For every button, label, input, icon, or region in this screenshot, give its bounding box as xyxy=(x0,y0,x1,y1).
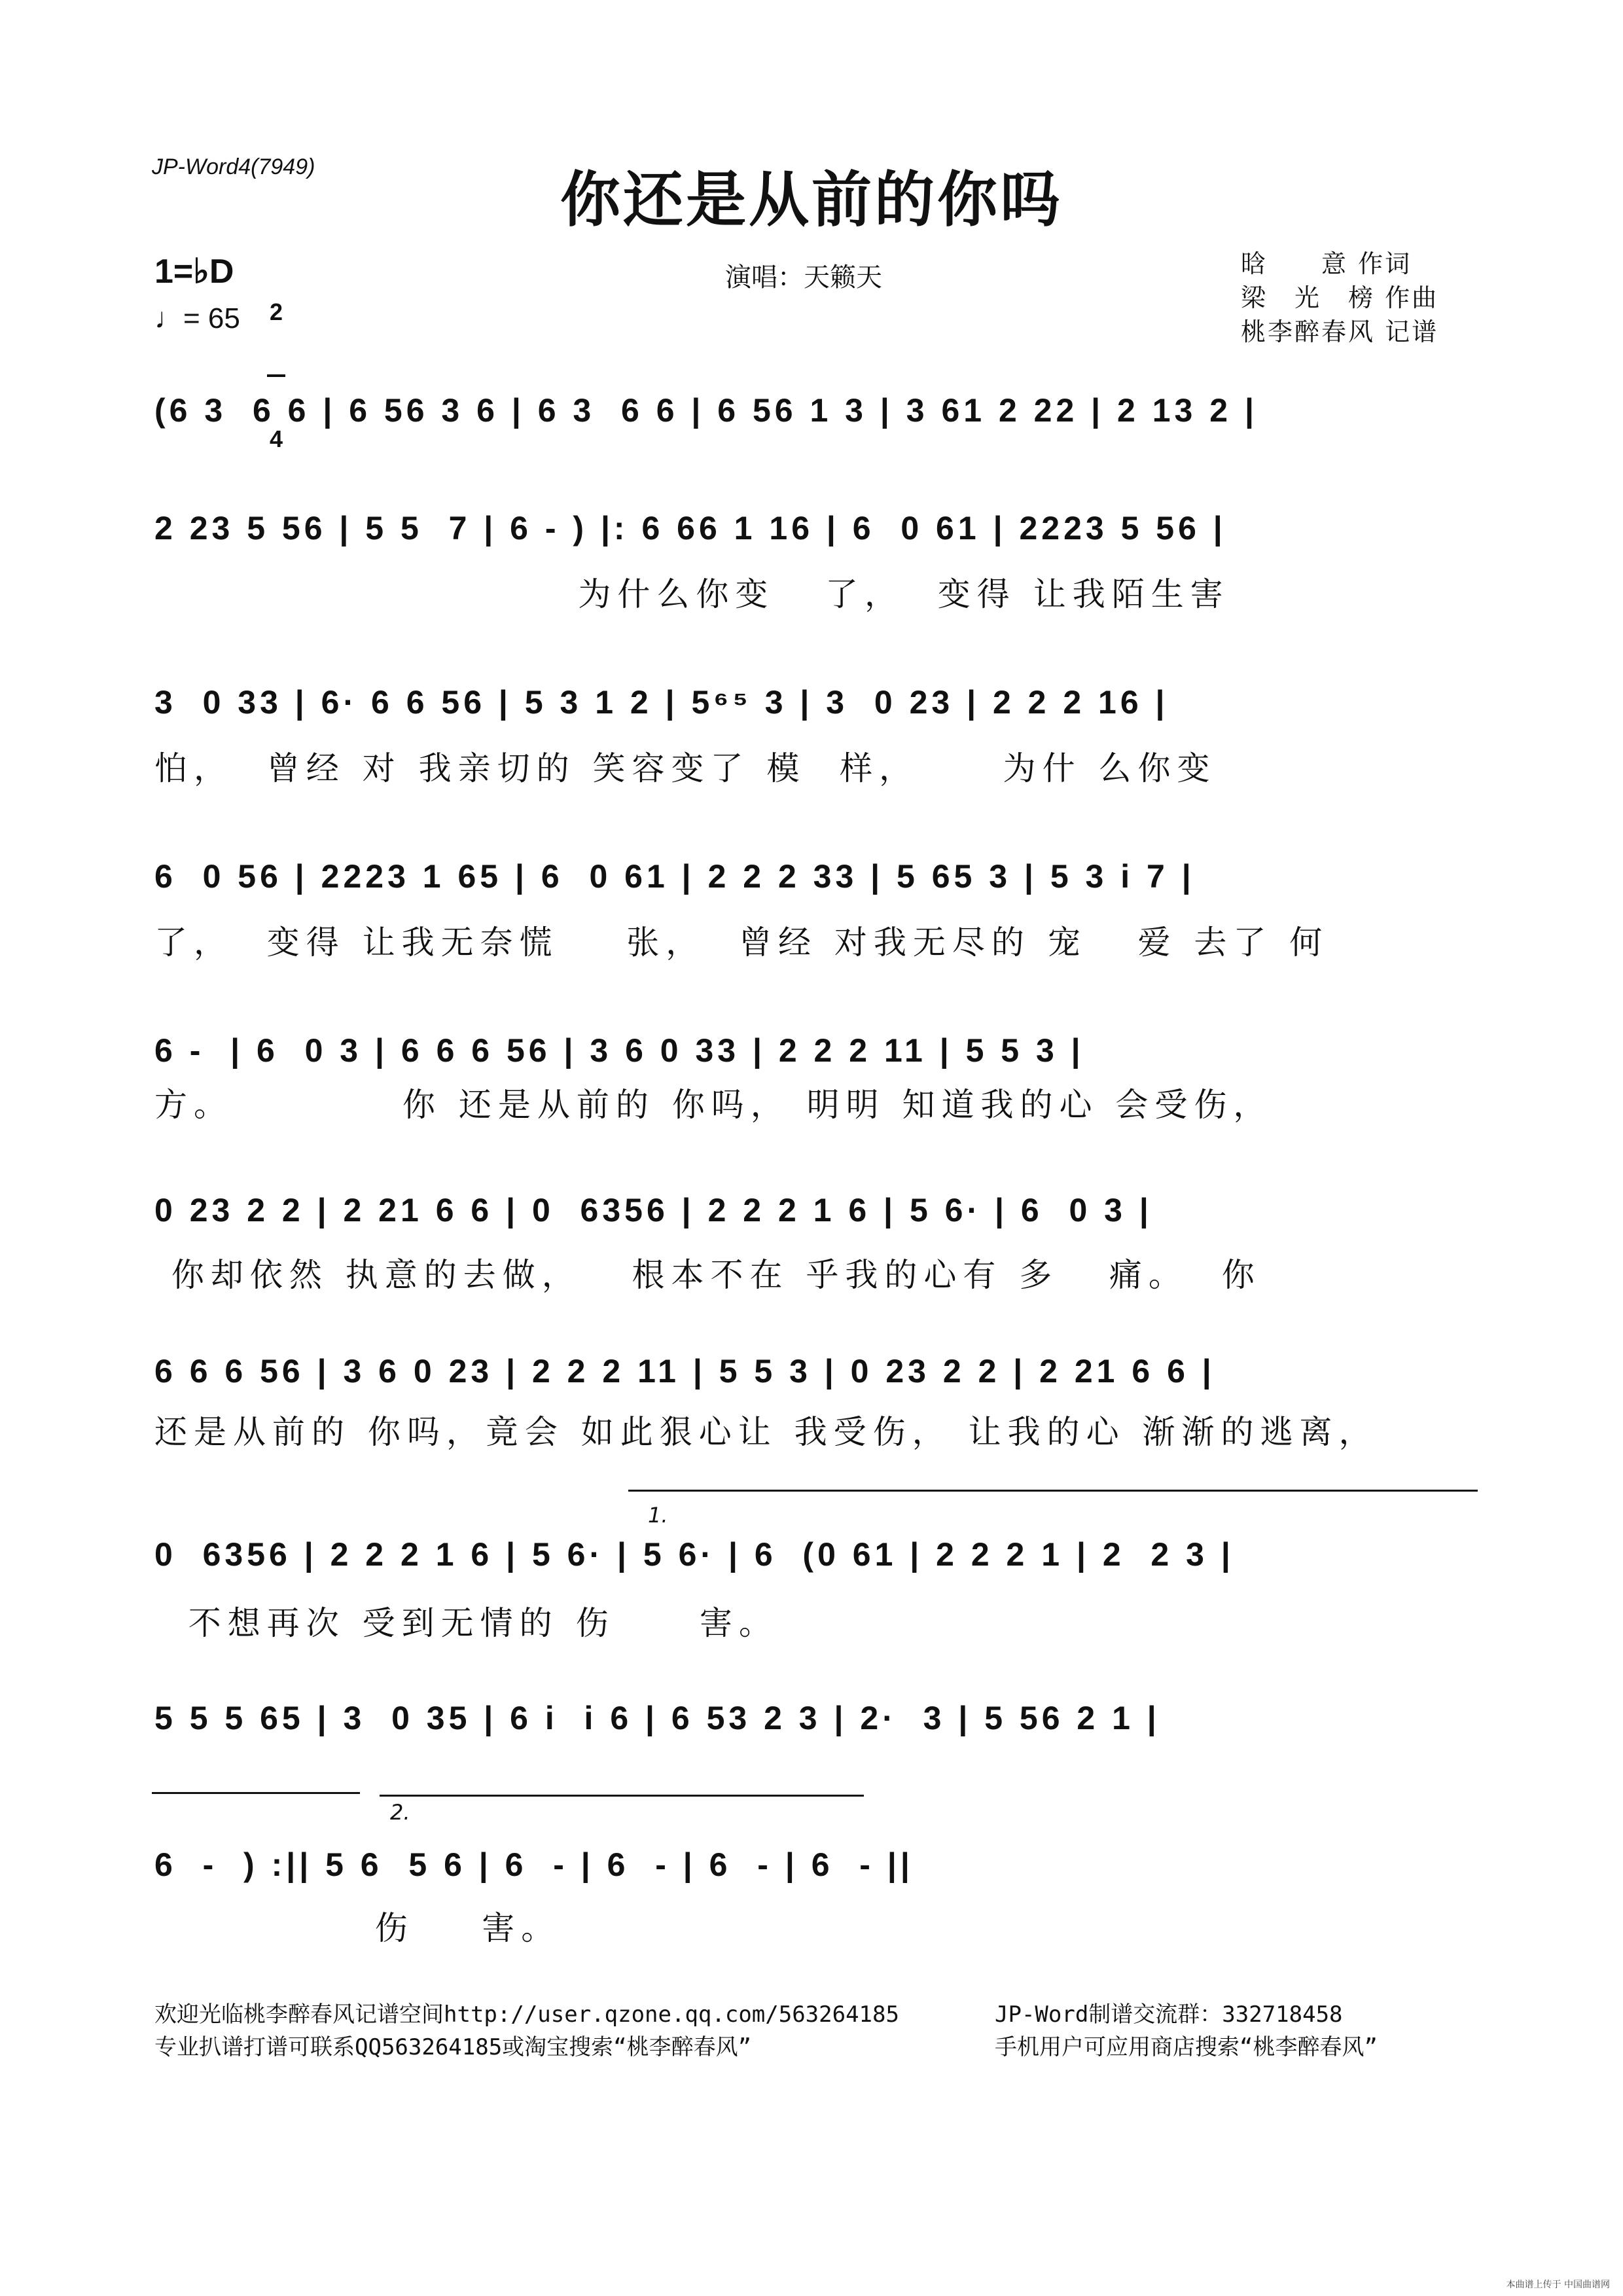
score-line-6-lyrics: 你却依然 执意的去做， 根本不在 乎我的心有 多 痛。 你 xyxy=(154,1256,1261,1294)
volta-1-continuation xyxy=(152,1792,360,1794)
score-line-4-notes: 6 0 56 | 2223 1 65 | 6 0 61 | 2 2 2 33 | 5 65 3 | 5 3 i 7 | xyxy=(154,858,1195,895)
score-line-7-lyrics: 还是从前的 你吗，竟会 如此狠心让 我受伤， 让我的心 渐渐的逃离， xyxy=(154,1413,1378,1451)
score-line-10-lyrics: 伤 害。 xyxy=(154,1909,561,1947)
upload-stamp: 本曲谱上传于 中国曲谱网 xyxy=(1506,2280,1610,2290)
score-line-4-lyrics: 了， 变得 让我无奈慌 张， 曾经 对我无尽的 宠 爱 去了 何 xyxy=(154,924,1329,961)
score-line-6-notes: 0 23 2 2 | 2 21 6 6 | 0 6356 | 2 2 2 1 6 | 5 6· | 6 0 3 | xyxy=(154,1192,1152,1229)
volta-1-bracket xyxy=(628,1490,1478,1492)
transcriber-credit: 桃李醉春风 记谱 xyxy=(1241,317,1439,346)
meter-bottom: 4 xyxy=(269,425,283,452)
score-line-10-notes: 6 - ) :|| 5 6 5 6 | 6 - | 6 - | 6 - | 6 - || xyxy=(154,1846,914,1883)
volta-2-bracket xyxy=(380,1795,864,1797)
score-line-8-lyrics: 不想再次 受到无情的 伤 害。 xyxy=(154,1604,779,1642)
score-line-5-notes: 6 - | 6 0 3 | 6 6 6 56 | 3 6 0 33 | 2 2 2 11 | 5 5 3 | xyxy=(154,1032,1084,1069)
footer-group: JP-Word制谱交流群：332718458 xyxy=(995,2001,1343,2028)
footer-website: 欢迎光临桃李醉春风记谱空间http://user.qzone.qq.com/563264185 xyxy=(154,2001,899,2028)
tempo-marking: ♩= 65 xyxy=(154,302,240,334)
score-line-2-notes: 2 23 5 56 | 5 5 7 | 6 - ) |: 6 66 1 16 | 6 0 61 | 2223 5 56 | xyxy=(154,510,1226,547)
footer-contact: 专业扒谱打谱可联系QQ563264185或淘宝搜索“桃李醉春风” xyxy=(154,2034,752,2060)
composer-credit: 梁 光 榜 作曲 xyxy=(1241,283,1439,312)
score-line-5-lyrics: 方。 你 还是从前的 你吗， 明明 知道我的心 会受伤， xyxy=(154,1086,1273,1124)
score-line-3-notes: 3 0 33 | 6· 6 6 56 | 5 3 1 2 | 5⁶⁵ 3 | 3 0 23 | 2 2 2 16 | xyxy=(154,684,1169,721)
meter-divider xyxy=(267,374,285,377)
volta-2-label: 2. xyxy=(390,1800,410,1825)
score-line-3-lyrics: 怕， 曾经 对 我亲切的 笑容变了 模 样， 为什 么你变 xyxy=(154,749,1217,787)
singer-credit: 演唱：天籁天 xyxy=(725,262,882,293)
volta-1-label: 1. xyxy=(648,1503,668,1528)
score-line-9-notes: 5 5 5 65 | 3 0 35 | 6 i i 6 | 6 53 2 3 | 2· 3 | 5 56 2 1 | xyxy=(154,1700,1160,1736)
time-signature xyxy=(267,250,285,476)
software-version: JP-Word4(7949) xyxy=(152,154,315,179)
score-line-7-notes: 6 6 6 56 | 3 6 0 23 | 2 2 2 11 | 5 5 3 | 0 23 2 2 | 2 21 6 6 | xyxy=(154,1353,1215,1390)
page-title: 你还是从前的你吗 xyxy=(560,164,1063,235)
footer-app-search: 手机用户可应用商店搜索“桃李醉春风” xyxy=(995,2034,1378,2060)
score-line-8-notes: 0 6356 | 2 2 2 1 6 | 5 6· | 5 6· | 6 (0 61 | 2 2 2 1 | 2 2 3 | xyxy=(154,1536,1234,1573)
score-line-2-lyrics: 为什么你变 了， 变得 让我陌生害 xyxy=(154,575,1230,613)
lyricist-credit: 晗 意 作词 xyxy=(1241,249,1412,278)
meter-top: 2 xyxy=(269,298,283,325)
score-line-1-notes: (6 3 6 6 | 6 56 3 6 | 6 3 6 6 | 6 56 1 3 | 3 61 2 22 | 2 13 2 | xyxy=(154,392,1258,429)
key-signature: 1=♭D xyxy=(154,253,234,291)
